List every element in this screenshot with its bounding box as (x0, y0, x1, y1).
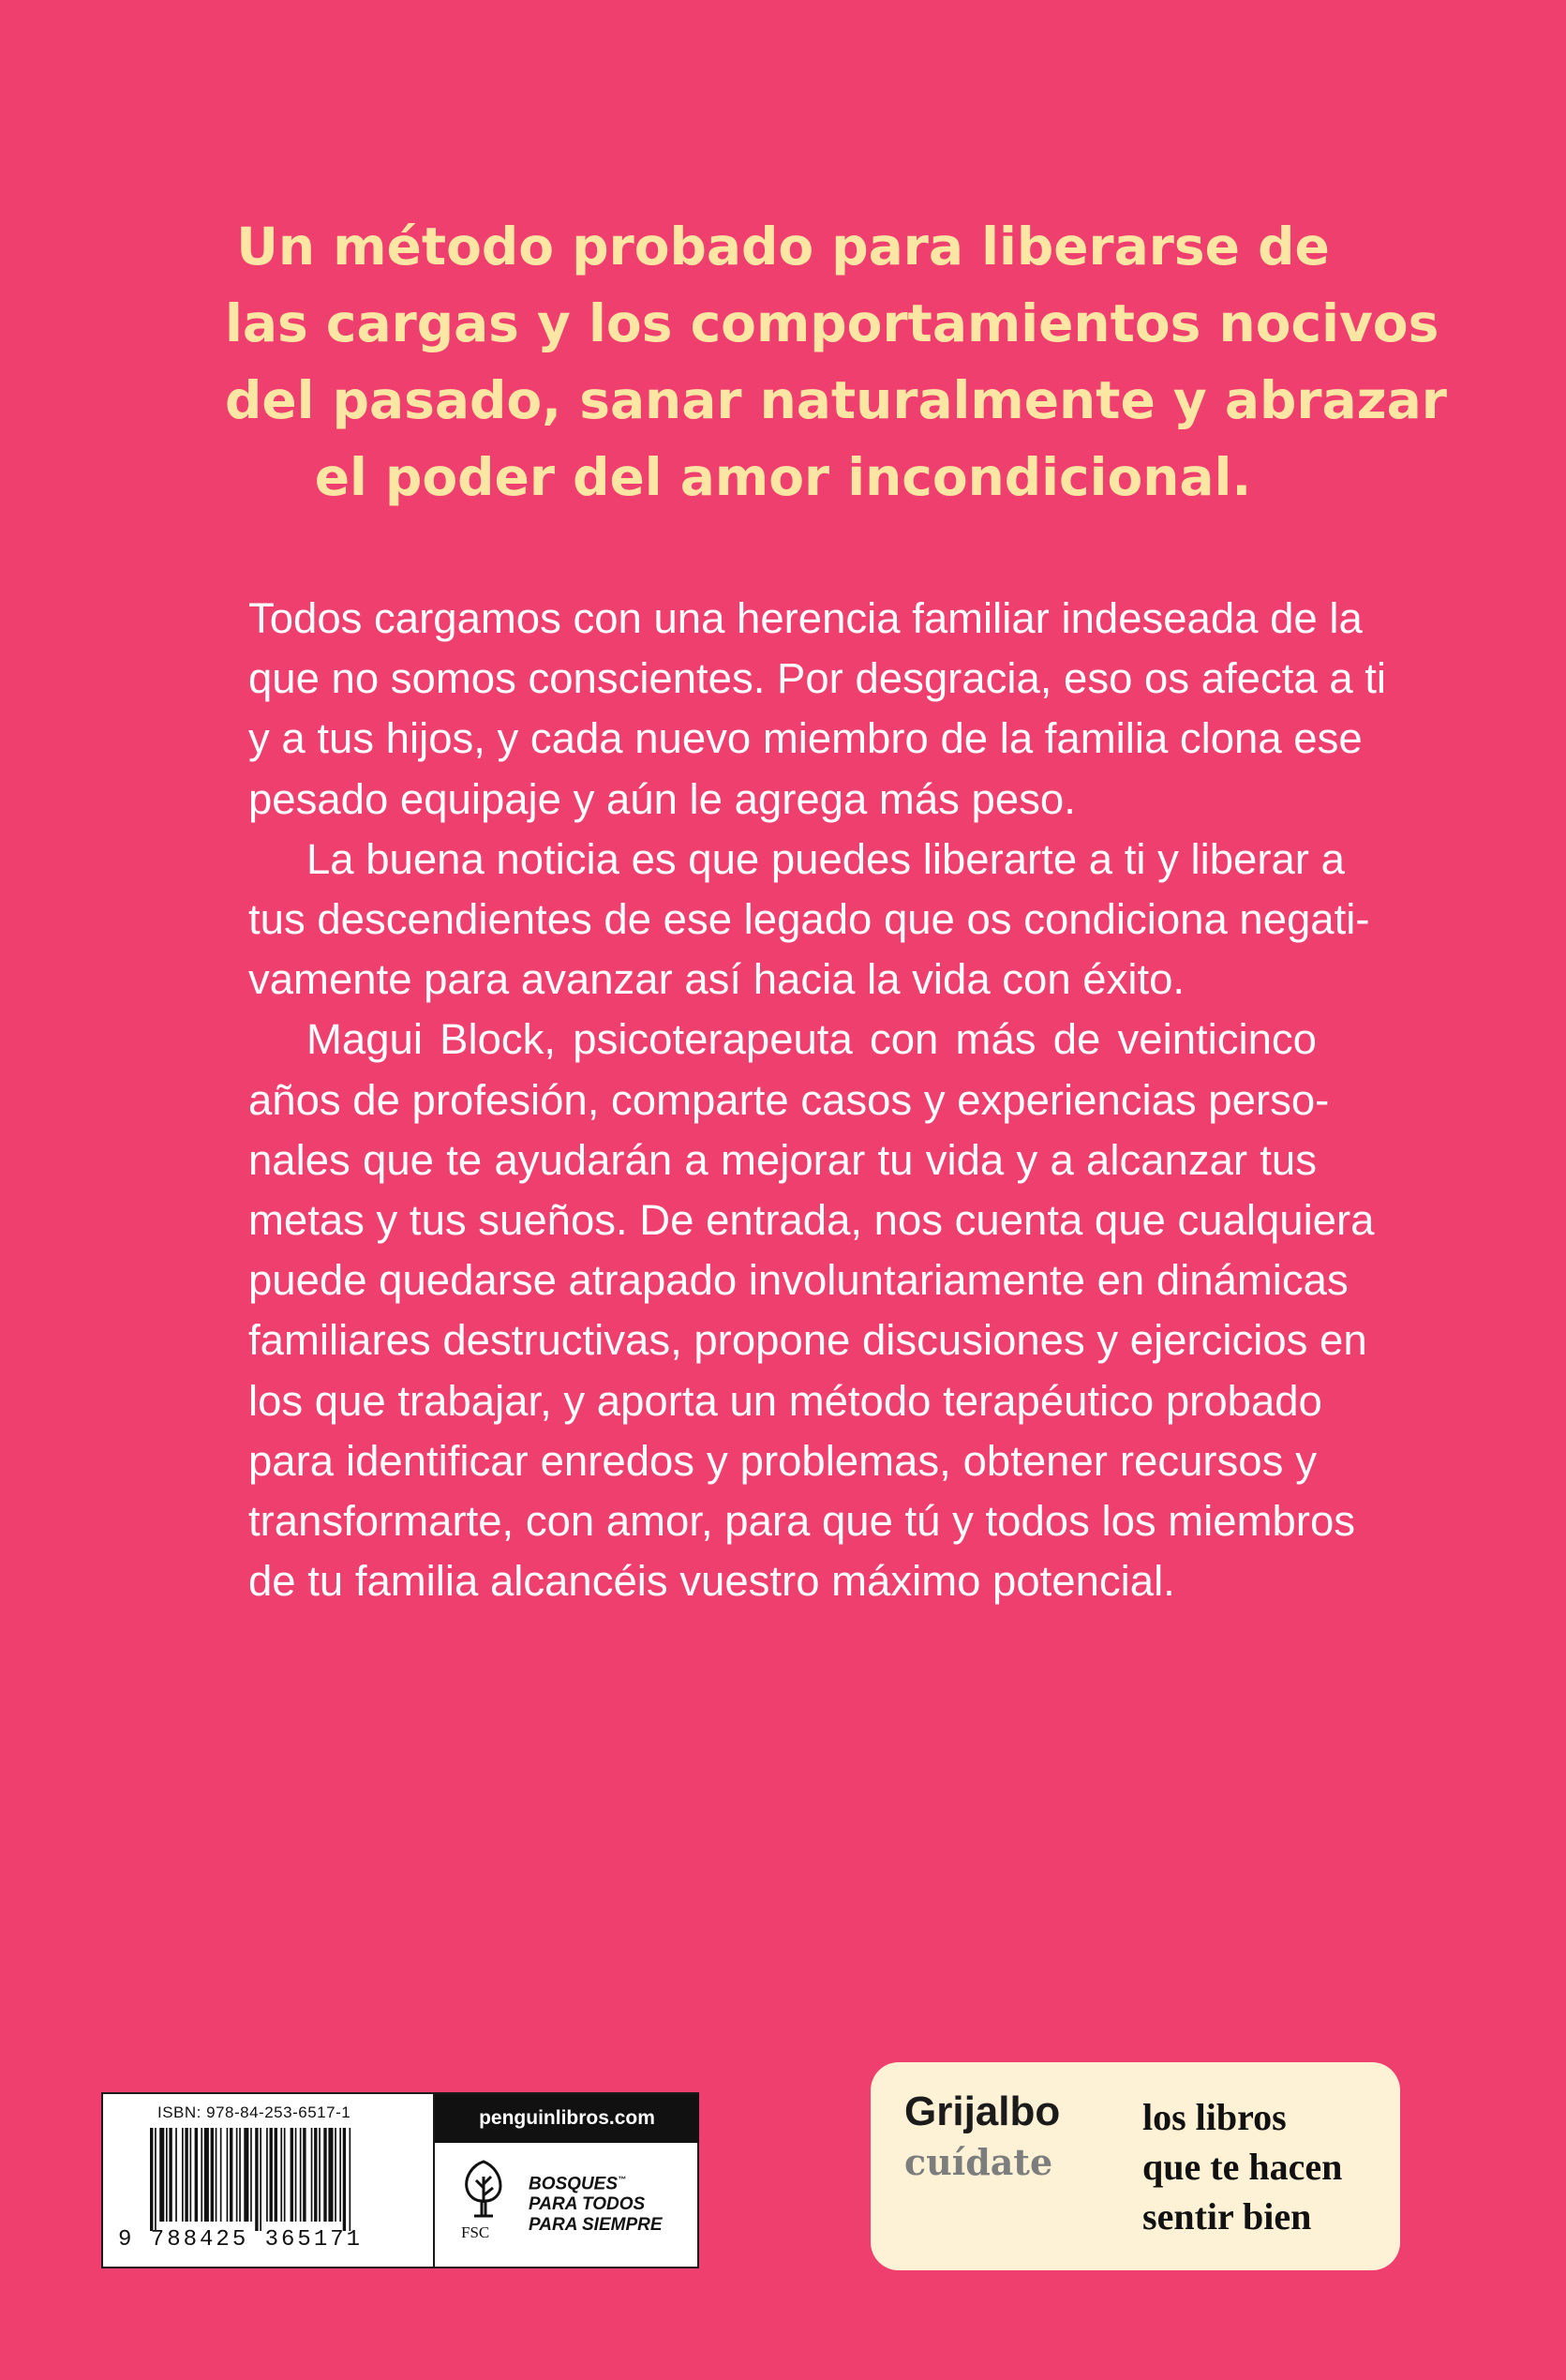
text-line: transformarte, con amor, para que tú y todos los miembros (248, 1497, 1356, 1546)
headline-line: Un método probado para liberarse de (236, 217, 1330, 277)
trademark-mark: ™ (618, 2175, 627, 2184)
publisher-collection: cuídate (904, 2141, 1053, 2183)
barcode-digits: 9 788425 365171 (118, 2227, 364, 2253)
text-line: metas y tus sueños. De entrada, nos cuenta que cualquiera (248, 1196, 1375, 1245)
fsc-slogan-line: PARA SIEMPRE (529, 2215, 663, 2236)
fsc-slogan-line: BOSQUES (529, 2174, 619, 2194)
fsc-tree-icon (455, 2156, 512, 2222)
barcode-panel (101, 2092, 699, 2268)
text-line: para identificar enredos y problemas, obtener recursos y (248, 1436, 1317, 1485)
text-line: La buena noticia es que puedes liberarte a ti y liberar a (306, 834, 1345, 883)
barcode-section (103, 2094, 433, 2267)
fsc-label: FSC (461, 2223, 490, 2241)
fsc-slogan (529, 2169, 663, 2236)
text-line: nales que te ayudarán a mejorar tu vida y a alcanzar tus (248, 1135, 1317, 1184)
headline (225, 208, 1447, 516)
headline-line: del pasado, sanar naturalmente y abrazar (225, 370, 1447, 430)
publisher-badge (871, 2062, 1400, 2270)
website-label: penguinlibros.com (435, 2094, 699, 2143)
text-line: vamente para avanzar así hacia la vida con éxito. (248, 955, 1186, 1004)
text-line: puede quedarse atrapado involuntariamente en dinámicas (248, 1256, 1349, 1305)
text-line: tus descendientes de ese legado que os condiciona negati- (248, 895, 1370, 944)
headline-line: el poder del amor incondicional. (314, 447, 1252, 507)
synopsis (248, 589, 1387, 1611)
text-line: y a tus hijos, y cada nuevo miembro de la familia clona ese (248, 714, 1363, 763)
text-line: los que trabajar, y aporta un método terapéutico probado (248, 1376, 1322, 1425)
fsc-slogan-line: PARA TODOS (529, 2194, 646, 2215)
text-line: de tu familia alcancéis vuestro máximo potencial. (248, 1557, 1175, 1606)
tagline-line: que te hacen (1142, 2146, 1343, 2188)
paragraph-3 (248, 1010, 1375, 1611)
barcode-icon (150, 2128, 422, 2231)
publisher-info-section (433, 2094, 699, 2267)
text-line: familiares destructivas, propone discusiones y ejercicios en (248, 1316, 1367, 1365)
text-line: que no somos conscientes. Por desgracia, eso os afecta a ti (248, 654, 1387, 703)
text-line: pesado equipaje y aún le agrega más peso. (248, 774, 1076, 823)
publisher-brand: Grijalbo (904, 2088, 1061, 2134)
tagline-line: los libros (1142, 2096, 1287, 2138)
isbn-label: ISBN: 978-84-253-6517-1 (157, 2103, 351, 2121)
paragraph-1 (248, 589, 1387, 830)
publisher-tagline (1142, 2092, 1342, 2241)
text-line: Todos cargamos con una herencia familiar indeseada de la (248, 594, 1363, 642)
tagline-line: sentir bien (1142, 2195, 1312, 2238)
text-line: Magui Block, psicoterapeuta con más de veinticinco (306, 1015, 1317, 1064)
headline-line: las cargas y los comportamientos nocivos (225, 293, 1439, 353)
text-line: años de profesión, comparte casos y experiencias perso- (248, 1075, 1330, 1124)
paragraph-2 (248, 830, 1370, 1010)
